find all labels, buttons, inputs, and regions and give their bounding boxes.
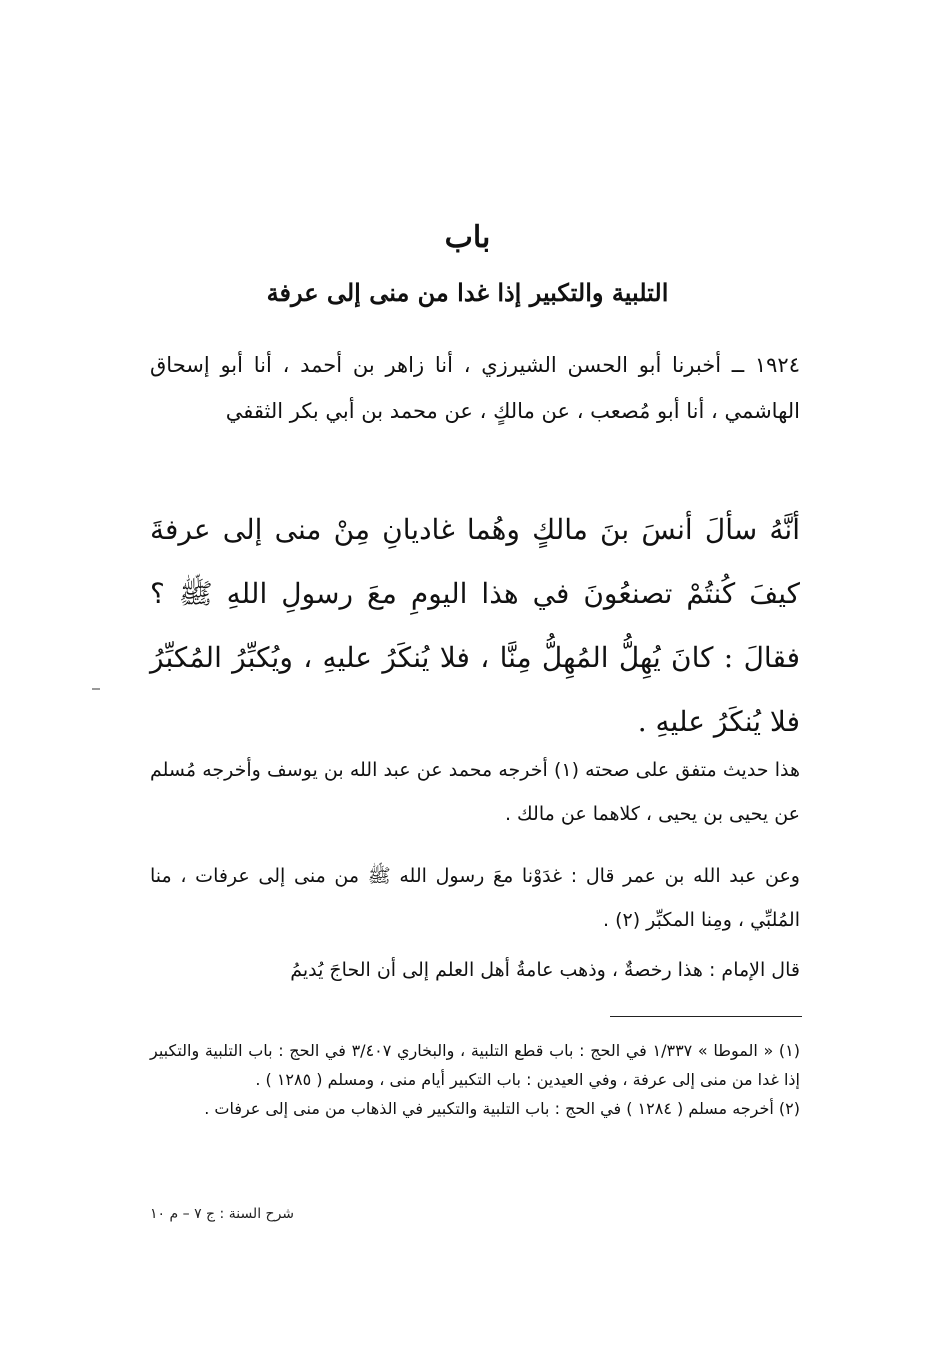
footnotes xyxy=(150,1036,800,1123)
isnad-paragraph: ١٩٢٤ ــ أخبرنا أبو الحسن الشيرزي ، أنا زاهر بن أحمد ، أنا أبو إسحاق الهاشمي ، أنا أبو مُصعب ، عن مالكٍ ، عن محمد بن أبي بكر الثقفي xyxy=(150,353,800,423)
footnote: (١) « الموطا » ١/٣٣٧ في الحج : باب قطع التلبية ، والبخاري ٣/٤٠٧ في الحج : باب التلبية والتكبير إذا غدا من منى إلى عرفة ، وفي العيدين : باب التكبير أيام منى ، ومسلم ( ١٢٨٥ ) . xyxy=(150,1041,800,1089)
commentary-paragraph: هذا حديث متفق على صحته (١) أخرجه محمد عن عبد الله بن يوسف وأخرجه مُسلم عن يحيى بن يحيى ، كلاهما عن مالك . xyxy=(150,759,800,825)
chapter-heading: باب xyxy=(444,220,491,255)
footnote-divider xyxy=(610,1016,802,1017)
commentary-paragraph: وعن عبد الله بن عمر قال : غدَوْنا معَ رسول الله ﷺ من منى إلى عرفات ، منا المُلبِّي ، ومِنا المكبِّر (٢) . xyxy=(150,865,800,931)
footnote: (٢) أخرجه مسلم ( ١٢٨٤ ) في الحج : باب التلبية والتكبير في الذهاب من منى إلى عرفات . xyxy=(204,1099,800,1118)
chapter-subtitle: التلبية والتكبير إذا غدا من منى إلى عرفة xyxy=(266,278,669,307)
hadith-text: أنَّهُ سألَ أنسَ بنَ مالكٍ وهُما غاديانِ مِنْ منى إلى عرفةَ كيفَ كُنتُمْ تصنعُونَ في هذا اليومِ معَ رسولِ اللهِ ﷺ ؟ فقالَ : كانَ يُهِلُّ المُهِلُّ مِنَّا ، فلا يُنكَرُ عليهِ ، ويُكبِّرُ المُكبِّرُ فلا يُنكَرُ عليهِ . xyxy=(150,513,800,738)
commentary-paragraph: قال الإمام : هذا رخصةٌ ، وذهب عامةُ أهل العلم إلى أن الحاجَ يُديمُ xyxy=(290,959,800,981)
margin-mark xyxy=(92,688,100,690)
page-footer: شرح السنة : ج ٧ – م ١٠ xyxy=(150,1206,295,1222)
